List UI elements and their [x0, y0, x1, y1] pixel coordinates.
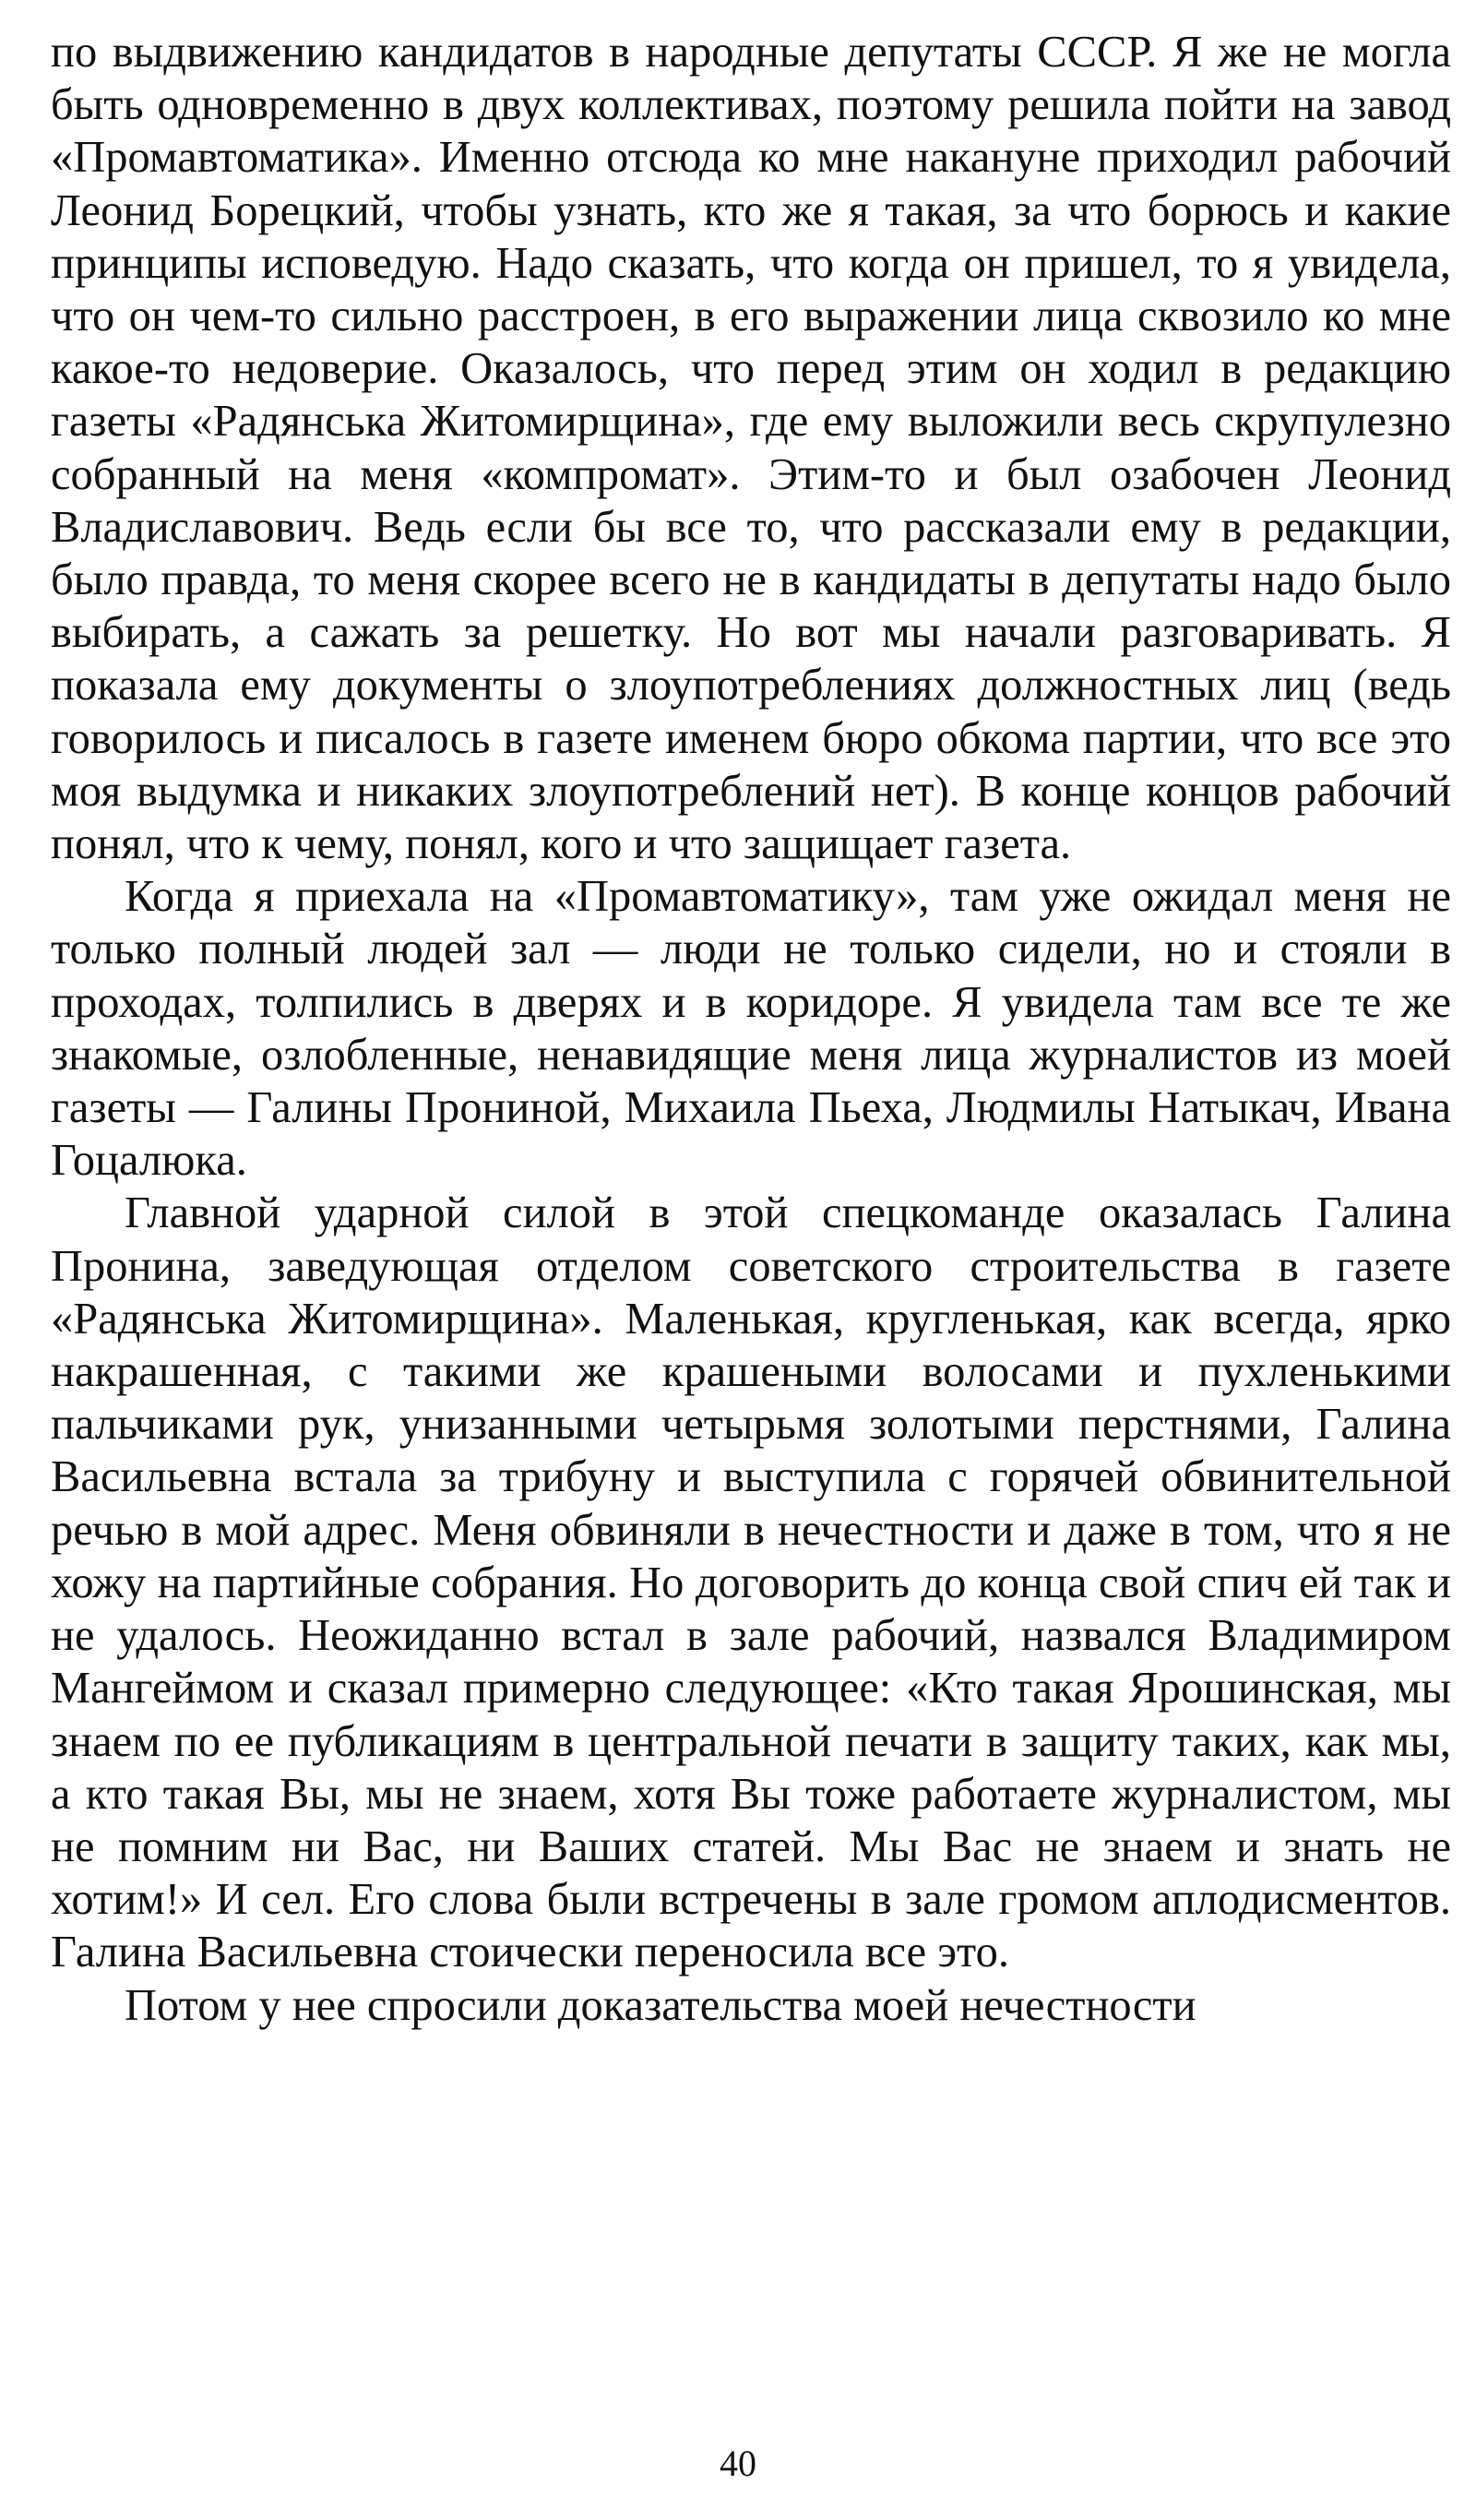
paragraph-3: Главной ударной силой в этой спецкоманде оказалась Галина Пронина, заведующая отделом советского строительства в газете «Радянська Житомирщина». Маленькая, кругленькая, как всегда, ярко накрашенная, с такими же крашеными волосами и пухленькими пальчиками рук, унизанными четырьмя золотыми перстнями, Галина Васильевна встала за трибуну и выступила с горячей обвинительной речью в мой адрес. Меня обвиняли в нечестности и даже в том, что я не хожу на партийные собрания. Но договорить до конца свой спич ей так и не удалось. Неожиданно встал в зале рабочий, назвался Владимиром Мангеймом и сказал примерно следующее: «Кто такая Ярошинская, мы знаем по ее публикациям в центральной печати в защиту таких, как мы, а кто такая Вы, мы не знаем, хотя Вы тоже работаете журналистом, мы не помним ни Вас, ни Ваших статей. Мы Вас не знаем и знать не хотим!» И сел. Его слова были встречены в зале громом аплодисментов. Галина Васильевна стоически переносила все это.	[51, 1188, 1451, 1977]
paragraph-1: по выдвижению кандидатов в народные депутаты СССР. Я же не могла быть одновременно в двух коллективах, поэтому решила пойти на завод «Промавтоматика». Именно отсюда ко мне накануне приходил рабочий Леонид Борецкий, чтобы узнать, кто же я такая, за что борюсь и какие принципы исповедую. Надо сказать, что когда он пришел, то я увидела, что он чем-то сильно расстроен, в его выражении лица сквозило ко мне какое-то недоверие. Оказалось, что перед этим он ходил в редакцию газеты «Радянська Житомирщина», где ему выложили весь скрупулезно собранный на меня «компромат». Этим-то и был озабочен Леонид Владиславович. Ведь если бы все то, что рассказали ему в редакции, было правда, то меня скорее всего не в кандидаты в депутаты надо было выбирать, а сажать за решетку. Но вот мы начали разговаривать. Я показала ему документы о злоупотреблениях должностных лиц (ведь говорилось и писалось в газете именем бюро обкома партии, что все это моя выдумка и никаких злоупотреблений нет). В конце концов рабочий понял, что к чему, понял, кого и что защищает газета.	[51, 28, 1451, 869]
paragraph-4: Потом у нее спросили доказательства моей нечестности	[125, 1980, 1196, 2030]
paragraph-2: Когда я приехала на «Промавтоматику», там уже ожидал меня не только полный людей зал — люди не только сидели, но и стояли в проходах, толпились в дверях и в коридоре. Я увидела там все те же знакомые, озлобленные, ненавидящие меня лица журналистов из моей газеты — Галины Прониной, Михаила Пьеха, Людмилы Натыкач, Ивана Гоцалюка.	[51, 872, 1451, 1186]
page-number: 40	[720, 2442, 756, 2484]
body-text	[51, 26, 1451, 2032]
